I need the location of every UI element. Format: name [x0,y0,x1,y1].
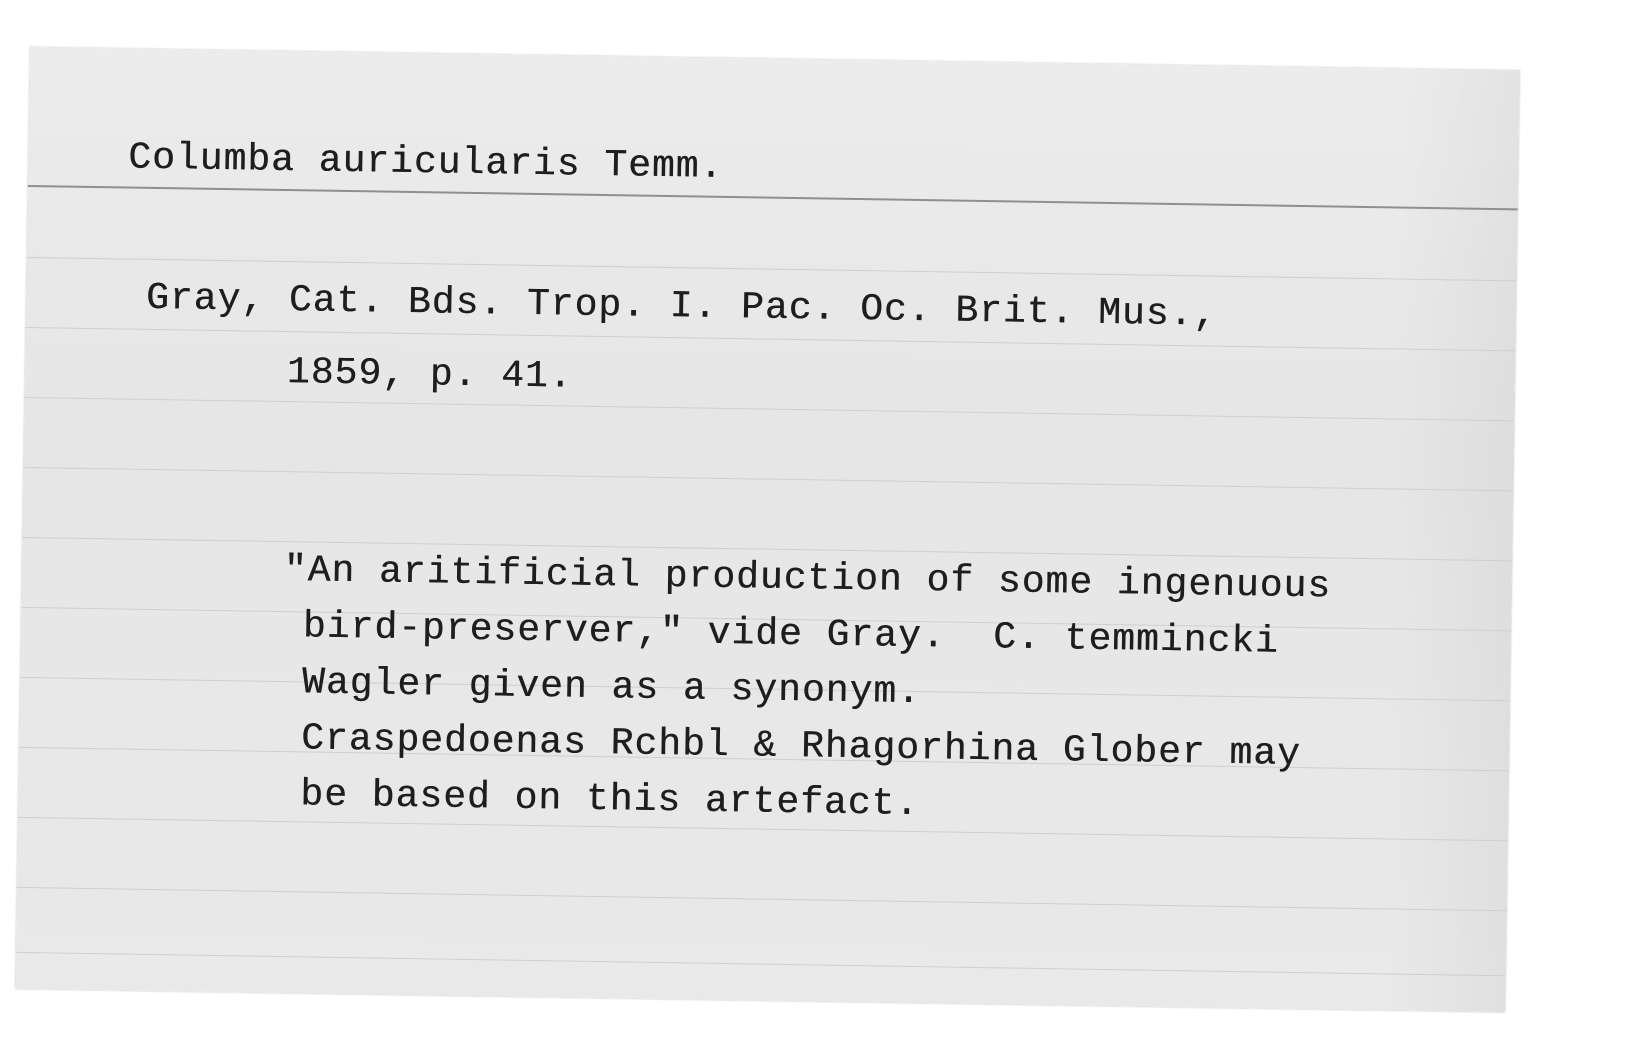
note-line: Wagler given as a synonym. [301,661,922,715]
card-ruled-line [23,467,1513,491]
index-card [15,47,1520,1012]
citation-line: Gray, Cat. Bds. Trop. I. Pac. Oc. Brit. Mus., [145,276,1218,337]
note-line: "An aritificial production of some ingenuous [283,549,1332,609]
card-ruled-line [26,327,1516,351]
citation-line: 1859, p. 41. [286,351,573,399]
note-line: be based on this artefact. [299,773,920,827]
species-heading: Columba auricularis Temm. [127,136,724,189]
card-heading-rule [28,185,1518,210]
card-ruled-line [16,952,1506,976]
card-ruled-line [24,397,1514,421]
note-line: bird-preserver," vide Gray. C. temmincki [302,605,1280,664]
card-ruled-line [17,887,1507,911]
note-line: Craspedoenas Rchbl & Rhagorhina Glober may [300,717,1302,777]
